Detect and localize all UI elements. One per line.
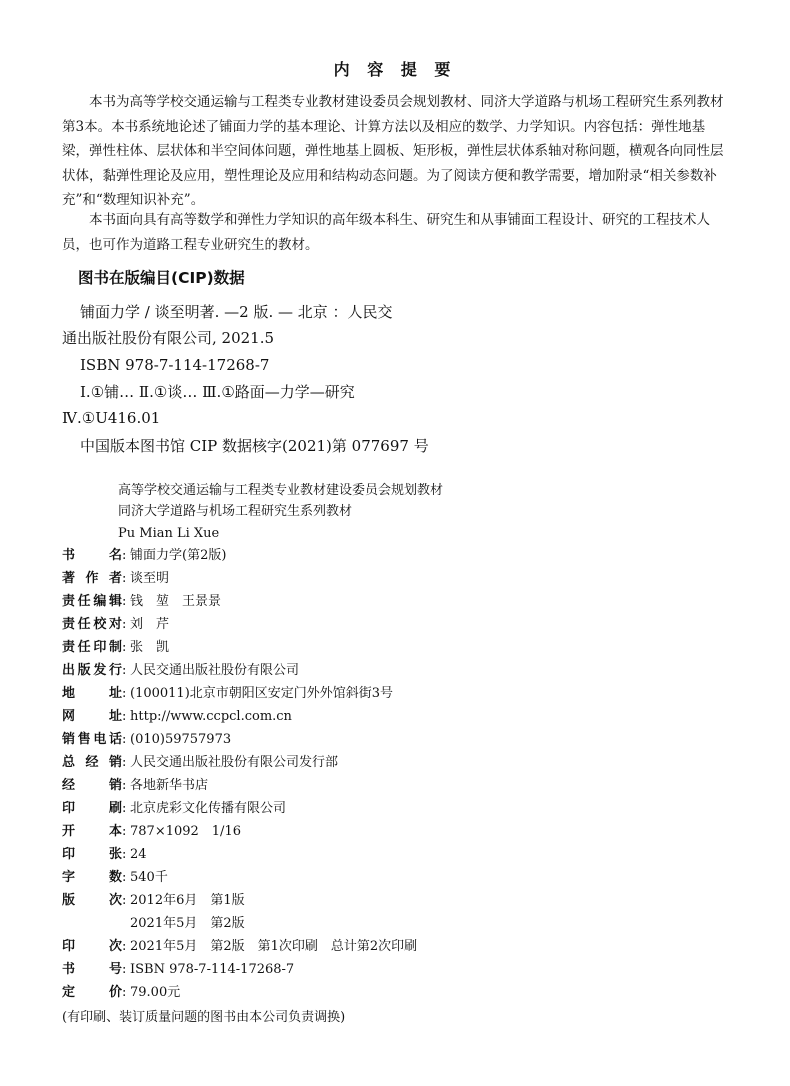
info-row: 字 数 : 540千	[62, 868, 168, 888]
info-value: 2021年5月 第2版	[130, 916, 245, 931]
info-row: 著作者 : 谈至明	[62, 569, 169, 589]
info-row: 出版发行 : 人民交通出版社股份有限公司	[62, 661, 299, 681]
info-row: 书 名 : 铺面力学(第2版)	[62, 546, 226, 566]
info-row: 印 次 : 2021年5月 第2版 第1次印刷 总计第2次印刷	[62, 937, 417, 957]
info-row: 经 销 : 各地新华书店	[62, 776, 208, 796]
cip-line-5: Ⅳ.①U416.01	[62, 409, 161, 427]
info-label: 总经销	[62, 755, 122, 770]
info-label: 责任校对	[62, 617, 122, 632]
info-value: 北京虎彩文化传播有限公司	[130, 801, 287, 816]
info-label: 网 址	[62, 709, 122, 724]
info-label	[62, 914, 122, 934]
cip-line-2: 通出版社股份有限公司, 2021.5	[62, 329, 275, 347]
summary-paragraph-1: 本书为高等学校交通运输与工程类专业教材建设委员会规划教材、同济大学道路与机场工程研究生系列教材第3本。本书系统地论述了铺面力学的基本理论、计算方法以及相应的数学、力学知识。内容包括：弹性地基梁，弹性柱体、层状体和半空间体问题，弹性地基上圆板、矩形板，弹性层状体系轴对称问题，横观各向同性层状体，黏弹性理论及应用，塑性理论及应用和结构动态问题。为了阅读方便和教学需要，增加附录“相关参数补充”和“数理知识补充”。	[62, 94, 724, 208]
info-value: 刘 芹	[130, 617, 170, 632]
info-value: http://www.ccpcl.com.cn	[130, 709, 292, 724]
info-label: 书 号	[62, 962, 122, 977]
info-value: 787×1092 1/16	[130, 824, 241, 839]
series-line-3: Pu Mian Li Xue	[118, 526, 220, 541]
info-label: 著作者	[62, 571, 122, 586]
info-label: 字 数	[62, 870, 122, 885]
info-value: 人民交通出版社股份有限公司发行部	[130, 755, 339, 770]
info-row: 网 址 : http://www.ccpcl.com.cn	[62, 707, 292, 727]
info-row: 责任印制 : 张 凯	[62, 638, 169, 658]
info-value: (100011)北京市朝阳区安定门外外馆斜街3号	[130, 686, 394, 701]
cip-line-6: 中国版本图书馆 CIP 数据核字(2021)第 077697 号	[80, 437, 429, 455]
info-value: 谈至明	[130, 571, 170, 586]
quality-note: (有印刷、装订质量问题的图书由本公司负责调换)	[62, 1010, 346, 1025]
info-row: 印 刷 : 北京虎彩文化传播有限公司	[62, 799, 286, 819]
info-row: 印 张 : 24	[62, 845, 147, 865]
info-value: 79.00元	[130, 985, 181, 1000]
info-row: 定 价 : 79.00元	[62, 983, 180, 1003]
info-label: 版 次	[62, 893, 122, 908]
info-row: 书 号 : ISBN 978-7-114-17268-7	[62, 960, 294, 980]
info-value: 540千	[130, 870, 168, 885]
info-label: 印 次	[62, 939, 122, 954]
info-label: 经 销	[62, 778, 122, 793]
info-row: 销售电话 : (010)59757973	[62, 730, 231, 750]
info-row: 版 次 : 2012年6月 第1版	[62, 891, 245, 911]
info-value: 24	[130, 847, 147, 862]
info-label: 开 本	[62, 824, 122, 839]
info-value: ISBN 978-7-114-17268-7	[130, 962, 295, 977]
info-label: 出版发行	[62, 663, 122, 678]
cip-heading: 图书在版编目(CIP)数据	[78, 269, 245, 287]
info-value: (010)59757973	[130, 732, 232, 747]
info-label: 印 刷	[62, 801, 122, 816]
info-value: 钱 堃 王景景	[130, 594, 222, 609]
info-label: 定 价	[62, 985, 122, 1000]
info-value: 张 凯	[130, 640, 170, 655]
series-line-1: 高等学校交通运输与工程类专业教材建设委员会规划教材	[118, 483, 444, 498]
info-value: 2012年6月 第1版	[130, 893, 245, 908]
info-value: 铺面力学(第2版)	[130, 548, 227, 563]
info-label: 责任编辑	[62, 594, 122, 609]
info-row: 责任编辑 : 钱 堃 王景景	[62, 592, 221, 612]
cip-line-1: 铺面力学 / 谈至明著. —2 版. — 北京 ：人民交	[80, 303, 393, 321]
info-row: 开 本 : 787×1092 1/16	[62, 822, 241, 842]
info-label: 责任印制	[62, 640, 122, 655]
info-label: 地 址	[62, 686, 122, 701]
info-label: 销售电话	[62, 732, 122, 747]
summary-paragraph-2: 本书面向具有高等数学和弹性力学知识的高年级本科生、研究生和从事铺面工程设计、研究的工程技术人员，也可作为道路工程专业研究生的教材。	[62, 212, 710, 253]
info-label: 印 张	[62, 847, 122, 862]
series-line-2: 同济大学道路与机场工程研究生系列教材	[118, 504, 353, 519]
info-label: 书 名	[62, 548, 122, 563]
info-row: 地 址 : (100011)北京市朝阳区安定门外外馆斜街3号	[62, 684, 393, 704]
info-value: 各地新华书店	[130, 778, 209, 793]
info-row	[62, 914, 245, 934]
cip-line-4: Ⅰ.①铺… Ⅱ.①谈… Ⅲ.①路面—力学—研究	[80, 383, 355, 401]
info-row: 责任校对 : 刘 芹	[62, 615, 169, 635]
info-value: 人民交通出版社股份有限公司	[130, 663, 300, 678]
info-row: 总经销 : 人民交通出版社股份有限公司发行部	[62, 753, 338, 773]
cip-line-3: ISBN 978-7-114-17268-7	[80, 356, 270, 374]
info-value: 2021年5月 第2版 第1次印刷 总计第2次印刷	[130, 939, 418, 954]
summary-title: 内 容 提 要	[333, 60, 457, 79]
